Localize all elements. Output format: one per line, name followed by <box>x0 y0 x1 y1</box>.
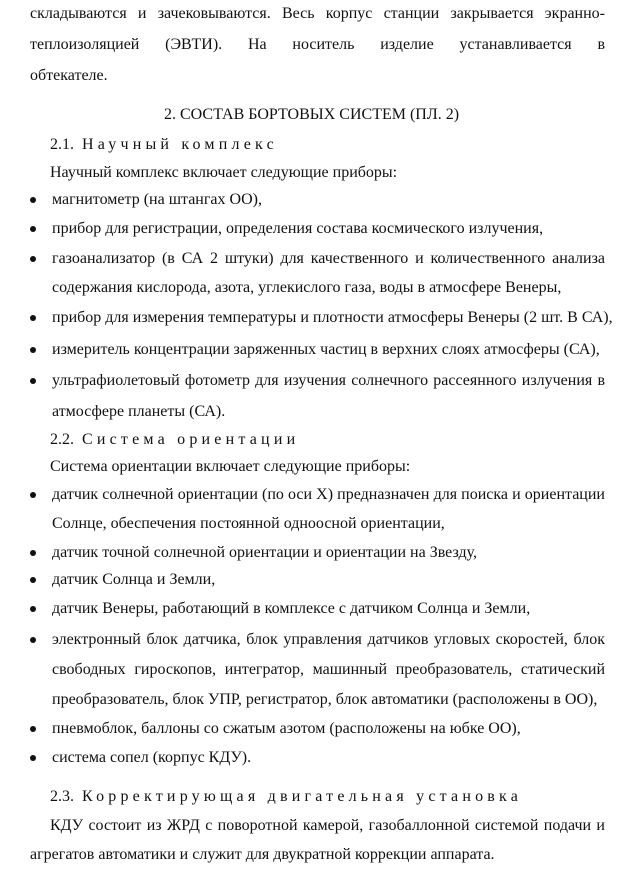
list-item: ультрафиолетовый фотометр для изучения солнечного рассеянного излучения в <box>52 372 605 389</box>
body-text-line: складываются и зачековываются. Весь корпус станции закрывается экранно- <box>30 5 605 22</box>
subsection-intro: Система ориентации включает следующие приборы: <box>50 458 411 475</box>
subsection-number: 2.1. <box>50 136 74 153</box>
bullet-icon <box>30 577 36 583</box>
list-item: пневмоблок, баллоны со сжатым азотом (расположены на юбке ОО), <box>52 720 521 737</box>
subsection-title: Корректирующая двигательная установка <box>82 788 523 805</box>
bullet-icon <box>30 256 36 262</box>
list-item-continued: свободных гироскопов, интегратор, машинный преобразователь, статический <box>52 661 605 678</box>
list-item: датчик точной солнечной ориентации и ориентации на Звезду, <box>52 544 478 561</box>
list-item: электронный блок датчика, блок управления датчиков угловых скоростей, блок <box>52 631 605 648</box>
bullet-icon <box>30 726 36 732</box>
subsection-title: Система ориентации <box>82 431 300 448</box>
body-text-line: теплоизоляцией (ЭВТИ). На носитель изделие устанавливается в <box>30 36 605 53</box>
list-item: система сопел (корпус КДУ). <box>52 749 252 766</box>
list-item: датчик солнечной ориентации (по оси Х) предназначен для поиска и ориентации <box>52 486 605 503</box>
subsection-heading-2-1 <box>50 135 278 155</box>
list-item: прибор для измерения температуры и плотности атмосферы Венеры (2 шт. В СА), <box>52 309 613 326</box>
subsection-title: Научный комплекс <box>82 136 278 153</box>
bullet-icon <box>30 226 36 232</box>
bullet-icon <box>30 755 36 761</box>
bullet-icon <box>30 347 36 353</box>
bullet-icon <box>30 550 36 556</box>
subsection-number: 2.3. <box>50 788 74 805</box>
body-text-line: агрегатов автоматики и служит для двукратной коррекции аппарата. <box>30 846 495 863</box>
bullet-icon <box>30 606 36 612</box>
list-item: датчик Венеры, работающий в комплексе с датчиком Солнца и Земли, <box>52 600 531 617</box>
list-item: прибор для регистрации, определения состава космического излучения, <box>52 220 544 237</box>
list-item: датчик Солнца и Земли, <box>52 571 216 588</box>
subsection-intro: Научный комплекс включает следующие приборы: <box>50 164 398 181</box>
list-item-continued: атмосфере планеты (СА). <box>52 403 226 420</box>
section-title: 2. СОСТАВ БОРТОВЫХ СИСТЕМ (ПЛ. 2) <box>163 106 460 123</box>
list-item: измеритель концентрации заряженных частиц в верхних слоях атмосферы (СА), <box>52 341 600 358</box>
bullet-icon <box>30 378 36 384</box>
bullet-icon <box>30 492 36 498</box>
list-item-continued: Солнце, обеспечения постоянной одноосной ориентации, <box>52 515 445 532</box>
list-item-continued: преобразователь, блок УПР, регистратор, блок автоматики (расположены в ОО), <box>52 691 598 708</box>
bullet-icon <box>30 315 36 321</box>
bullet-icon <box>30 637 36 643</box>
list-item: газоанализатор (в СА 2 штуки) для качественного и количественного анализа <box>52 250 605 267</box>
list-item: магнитометр (на штангах ОО), <box>52 191 262 208</box>
body-text-line: КДУ состоит из ЖРД с поворотной камерой, газобаллонной системой подачи и <box>50 817 605 834</box>
subsection-number: 2.2. <box>50 431 74 448</box>
body-text-line: обтекателе. <box>30 67 108 84</box>
bullet-icon <box>30 197 36 203</box>
subsection-heading-2-2 <box>50 430 299 450</box>
subsection-heading-2-3 <box>50 787 522 807</box>
list-item-continued: содержания кислорода, азота, углекислого газа, воды в атмосфере Венеры, <box>52 279 562 296</box>
